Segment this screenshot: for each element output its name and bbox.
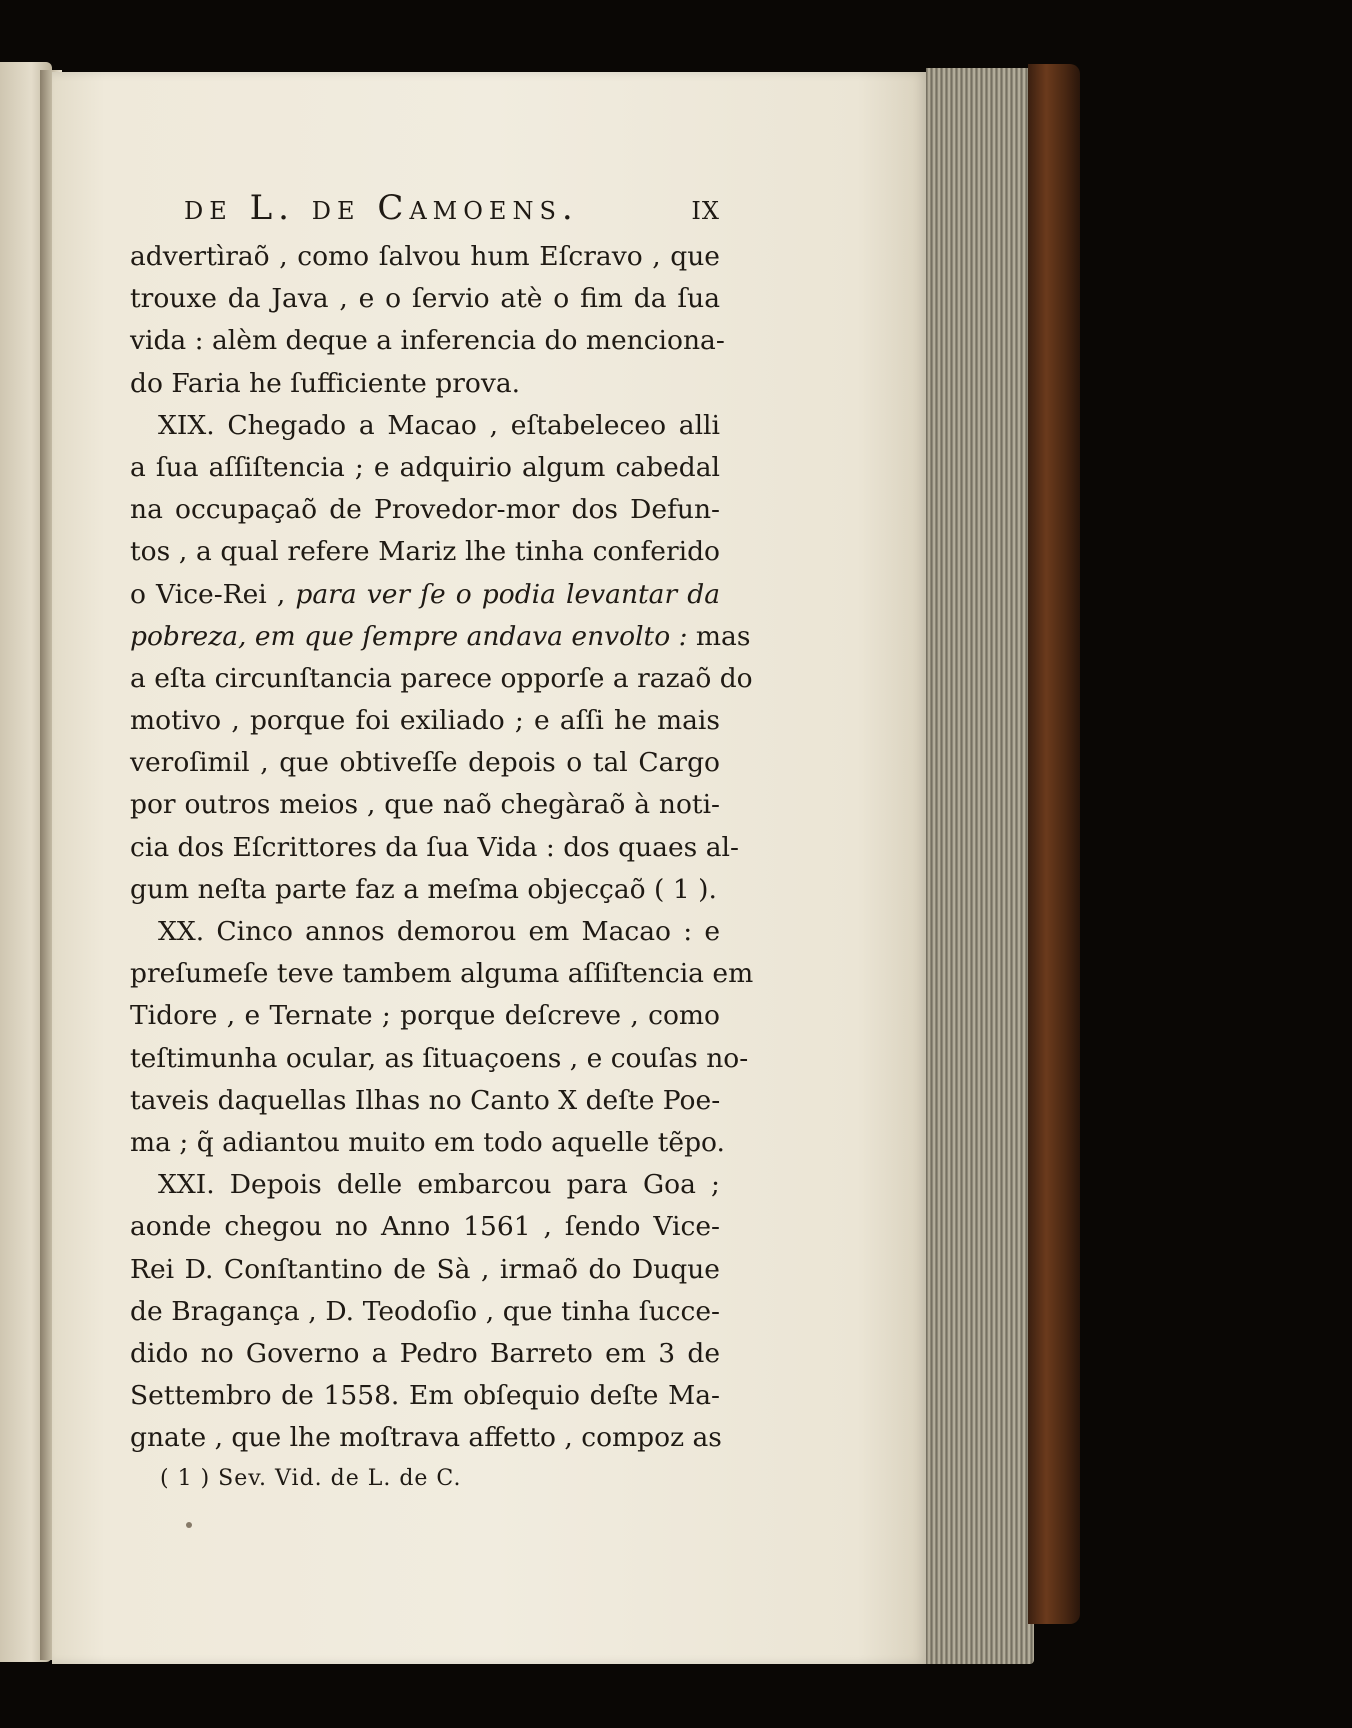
text-line: na occupaçaõ de Provedor-mor dos Defun- — [130, 494, 720, 526]
text-line: a eſta circunſtancia parece opporſe a razaõ do — [130, 662, 753, 694]
text-line: de Bragança , D. Teodoſio , que tinha ſucce- — [130, 1295, 720, 1327]
page-stack-edge — [926, 68, 1034, 1664]
text-line: XIX. Chegado a Macao , eſtabeleceo alli — [158, 409, 720, 441]
text-line: XX. Cinco annos demorou em Macao : e — [158, 916, 720, 947]
paragraph-xx — [130, 911, 754, 1164]
text-roman: mas — [687, 620, 751, 652]
text-italic: pobreza, em que ſempre andava envolto : — [130, 620, 688, 652]
text-line: XXI. Depois delle embarcou para Goa ; — [158, 1169, 720, 1201]
footnote: ( 1 ) Sev. Vid. de L. de C. — [160, 1466, 462, 1492]
book-cover — [1028, 64, 1080, 1624]
text-line: vida : alèm deque a inferencia do menciona- — [130, 325, 725, 357]
paragraph-xxi — [130, 1164, 720, 1459]
text-line: aonde chegou no Anno 1561 , ſendo Vice- — [130, 1211, 720, 1243]
text-line: ma ; q̃ adiantou muito em todo aquelle tẽpo. — [130, 1126, 725, 1158]
text-line: do Faria he ſufficiente prova. — [130, 367, 521, 399]
running-title: de L. de Camoens. — [184, 188, 579, 228]
text-line: preſumeſe teve tambem alguma aſſiſtencia em — [130, 958, 754, 990]
text-line: motivo , porque foi exiliado ; e aſſi he mais — [130, 705, 720, 737]
text-line: trouxe da Java , e o ſervio atè o fim da ſua — [130, 283, 720, 315]
paper-speck — [186, 1522, 192, 1528]
text-italic: para ver ſe o podia levantar da — [295, 578, 720, 610]
text-line: dido no Governo a Pedro Barreto em 3 de — [130, 1337, 720, 1369]
running-head — [130, 188, 720, 236]
text-line: advertìraõ , como ſalvou hum Eſcravo , que — [130, 241, 720, 272]
page-text — [130, 188, 754, 1497]
text-line: Settembro de 1558. Em obſequio deſte Ma- — [130, 1380, 720, 1412]
text-line: veroſimil , que obtiveſſe depois o tal Cargo — [130, 747, 720, 779]
text-line-mixed — [130, 616, 751, 658]
text-line: cia dos Eſcrittores da ſua Vida : dos quaes al- — [130, 831, 739, 863]
text-line: a ſua aſſiſtencia ; e adquirio algum cabedal — [130, 451, 720, 483]
text-line: Tidore , e Ternate ; porque deſcreve , como — [130, 1000, 720, 1032]
text-line: por outros meios , que naõ chegàraõ à noti- — [130, 789, 720, 821]
paragraph-xix — [130, 405, 753, 911]
page-number: ix — [691, 188, 720, 228]
text-line: teſtimunha ocular, as ſituaçoens , e couſas no- — [130, 1042, 749, 1074]
text-line: gum neſta parte faz a meſma objecçaõ ( 1 ). — [130, 873, 717, 905]
text-line: gnate , que lhe moſtrava affetto , compoz as — [130, 1422, 722, 1454]
text-line: Rei D. Conſtantino de Sà , irmaõ do Duque — [130, 1253, 720, 1285]
text-roman: o Vice-Rei , — [130, 578, 296, 610]
text-line: taveis daquellas Ilhas no Canto X deſte Poe- — [130, 1084, 721, 1116]
paragraph-continuation — [130, 236, 725, 405]
text-line-mixed — [130, 574, 720, 616]
text-line: tos , a qual refere Mariz lhe tinha conferido — [130, 536, 720, 568]
